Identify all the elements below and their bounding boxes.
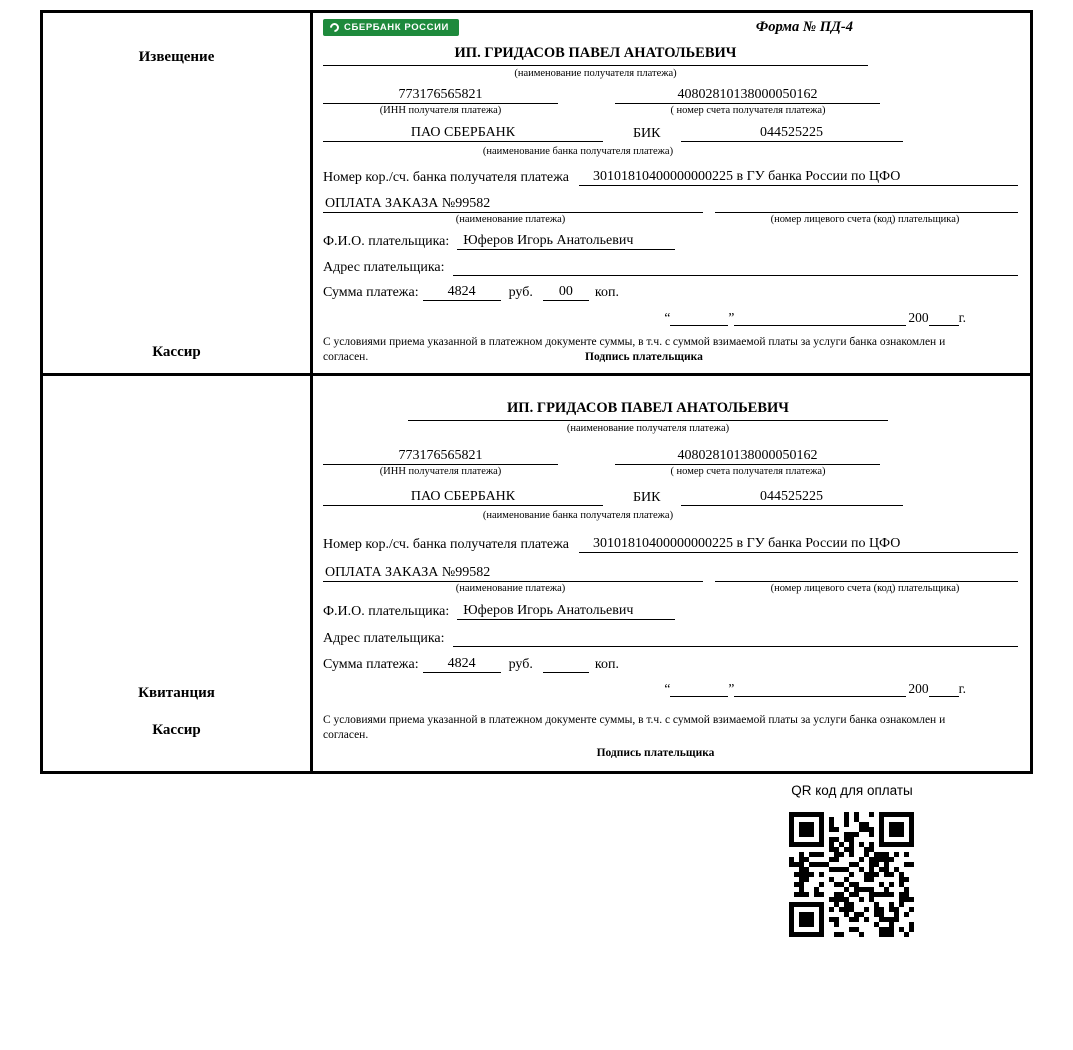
payer-address-label: Адрес плательщика: <box>323 631 445 646</box>
account-value: 40802810138000050162 <box>615 448 880 465</box>
date-close-quote: ” <box>728 310 735 325</box>
korr-label: Номер кор./сч. банка получателя платежа <box>323 170 569 185</box>
kop-label: коп. <box>594 285 619 300</box>
recipient-block <box>408 400 888 434</box>
form-number: Форма № ПД-4 <box>755 19 853 35</box>
bank-name-value: ПАО СБЕРБАНК <box>323 125 603 142</box>
inn-value: 773176565821 <box>323 448 558 465</box>
purpose-captions <box>323 214 1018 225</box>
year-suffix: г. <box>958 681 966 696</box>
sberbank-logo <box>323 19 459 36</box>
purpose-value: ОПЛАТА ЗАКАЗА №99582 <box>323 565 703 582</box>
notice-label: Извещение <box>138 49 215 65</box>
signature-label: Подпись плательщика <box>585 350 703 363</box>
inn-account-row <box>323 448 1018 465</box>
qr-code <box>789 812 914 937</box>
amount-label: Сумма платежа: <box>323 657 419 672</box>
payer-address-blank <box>453 259 1018 276</box>
amount-rub-value: 4824 <box>423 284 501 301</box>
agreement-block <box>323 335 988 365</box>
bank-row <box>323 489 1018 506</box>
korr-value: 30101810400000000225 в ГУ банка России по ЦФО <box>579 169 1018 186</box>
date-day-blank <box>670 696 728 697</box>
account-caption: ( номер счета получателя платежа) <box>670 466 826 477</box>
receipt-label: Квитанция <box>138 685 215 701</box>
receipt-form-body <box>313 376 1030 771</box>
amount-label: Сумма платежа: <box>323 285 419 300</box>
cashier-label: Кассир <box>152 344 201 360</box>
payer-address-row <box>323 630 1018 647</box>
amount-kop-blank <box>543 672 589 673</box>
recipient-block <box>323 45 868 79</box>
date-row <box>323 310 966 326</box>
date-close-quote: ” <box>728 681 735 696</box>
payer-name-label: Ф.И.О. плательщика: <box>323 604 450 619</box>
purpose-row <box>323 196 1018 213</box>
notice-form-body <box>313 13 1030 373</box>
date-open-quote: “ <box>664 310 671 325</box>
year-blank <box>929 325 959 326</box>
amount-kop-value: 00 <box>543 284 589 301</box>
recipient-name-caption: (наименование получателя платежа) <box>566 423 730 434</box>
qr-caption: QR код для оплаты <box>791 783 913 798</box>
bik-label: БИК <box>633 126 661 141</box>
form-header-row <box>323 19 1018 43</box>
bank-name-value: ПАО СБЕРБАНК <box>323 489 603 506</box>
amount-row <box>323 284 1018 301</box>
recipient-name: ИП. ГРИДАСОВ ПАВЕЛ АНАТОЛЬЕВИЧ <box>323 45 868 66</box>
bank-caption-row <box>323 143 1018 159</box>
payer-address-label: Адрес плательщика: <box>323 260 445 275</box>
bik-value: 044525225 <box>681 125 903 142</box>
rub-label: руб. <box>508 285 533 300</box>
account-caption: ( номер счета получателя платежа) <box>670 105 826 116</box>
inn-caption: (ИНН получателя платежа) <box>379 466 502 477</box>
payer-address-row <box>323 259 1018 276</box>
payer-name-value: Юферов Игорь Анатольевич <box>457 603 675 620</box>
payer-address-blank <box>453 630 1018 647</box>
purpose-caption: (наименование платежа) <box>455 214 566 225</box>
receipt-section <box>43 373 1030 771</box>
year-prefix: 200 <box>908 681 929 696</box>
inn-account-captions <box>323 466 1018 477</box>
inn-caption: (ИНН получателя платежа) <box>379 105 502 116</box>
sberbank-logo-text: СБЕРБАНК РОССИИ <box>344 22 449 33</box>
bank-name-caption: (наименование банка получателя платежа) <box>482 510 674 521</box>
payer-name-value: Юферов Игорь Анатольевич <box>457 233 675 250</box>
payer-name-row <box>323 233 1018 250</box>
purpose-caption: (наименование платежа) <box>455 583 566 594</box>
date-month-blank <box>734 325 906 326</box>
notice-left-column <box>43 13 313 373</box>
korr-value: 30101810400000000225 в ГУ банка России по ЦФО <box>579 536 1018 553</box>
inn-account-captions <box>323 105 1018 116</box>
agreement-text: С условиями приема указанной в платежном документе суммы, в т.ч. с суммой взимаемой платы за услуги банка ознакомлен и согласен. <box>323 336 946 363</box>
date-month-blank <box>734 696 906 697</box>
personal-account-caption: (номер лицевого счета (код) плательщика) <box>770 214 960 225</box>
personal-account-blank <box>715 196 1018 213</box>
date-row <box>323 681 966 697</box>
account-value: 40802810138000050162 <box>615 87 880 104</box>
purpose-row <box>323 565 1018 582</box>
date-open-quote: “ <box>664 681 671 696</box>
signature-label: Подпись плательщика <box>596 746 715 759</box>
year-prefix: 200 <box>908 310 929 325</box>
date-day-blank <box>670 325 728 326</box>
recipient-name-caption: (наименование получателя платежа) <box>514 68 677 79</box>
sberbank-logo-icon <box>328 21 341 34</box>
payer-name-row <box>323 603 1018 620</box>
purpose-captions <box>323 583 1018 594</box>
recipient-name: ИП. ГРИДАСОВ ПАВЕЛ АНАТОЛЬЕВИЧ <box>408 400 888 421</box>
year-suffix: г. <box>958 310 966 325</box>
receipt-left-column <box>43 376 313 771</box>
amount-rub-value: 4824 <box>423 656 501 673</box>
bank-caption-row <box>323 507 1018 523</box>
kop-label: коп. <box>594 657 619 672</box>
agreement-block <box>323 713 988 743</box>
purpose-value: ОПЛАТА ЗАКАЗА №99582 <box>323 196 703 213</box>
bik-value: 044525225 <box>681 489 903 506</box>
year-blank <box>929 696 959 697</box>
amount-row <box>323 656 1018 673</box>
notice-section <box>43 13 1030 373</box>
inn-value: 773176565821 <box>323 87 558 104</box>
inn-account-row <box>323 87 1018 104</box>
payer-name-label: Ф.И.О. плательщика: <box>323 234 450 249</box>
agreement-text: С условиями приема указанной в платежном документе суммы, в т.ч. с суммой взимаемой платы за услуги банка ознакомлен и согласен. <box>323 714 946 741</box>
payment-form-pd4 <box>40 10 1033 774</box>
cashier-label: Кассир <box>152 722 201 738</box>
personal-account-blank <box>715 565 1018 582</box>
korr-row <box>323 536 1018 553</box>
personal-account-caption: (номер лицевого счета (код) плательщика) <box>770 583 960 594</box>
bank-name-caption: (наименование банка получателя платежа) <box>482 146 674 157</box>
bik-label: БИК <box>633 490 661 505</box>
rub-label: руб. <box>508 657 533 672</box>
korr-row <box>323 169 1018 186</box>
bank-row <box>323 125 1018 142</box>
korr-label: Номер кор./сч. банка получателя платежа <box>323 537 569 552</box>
